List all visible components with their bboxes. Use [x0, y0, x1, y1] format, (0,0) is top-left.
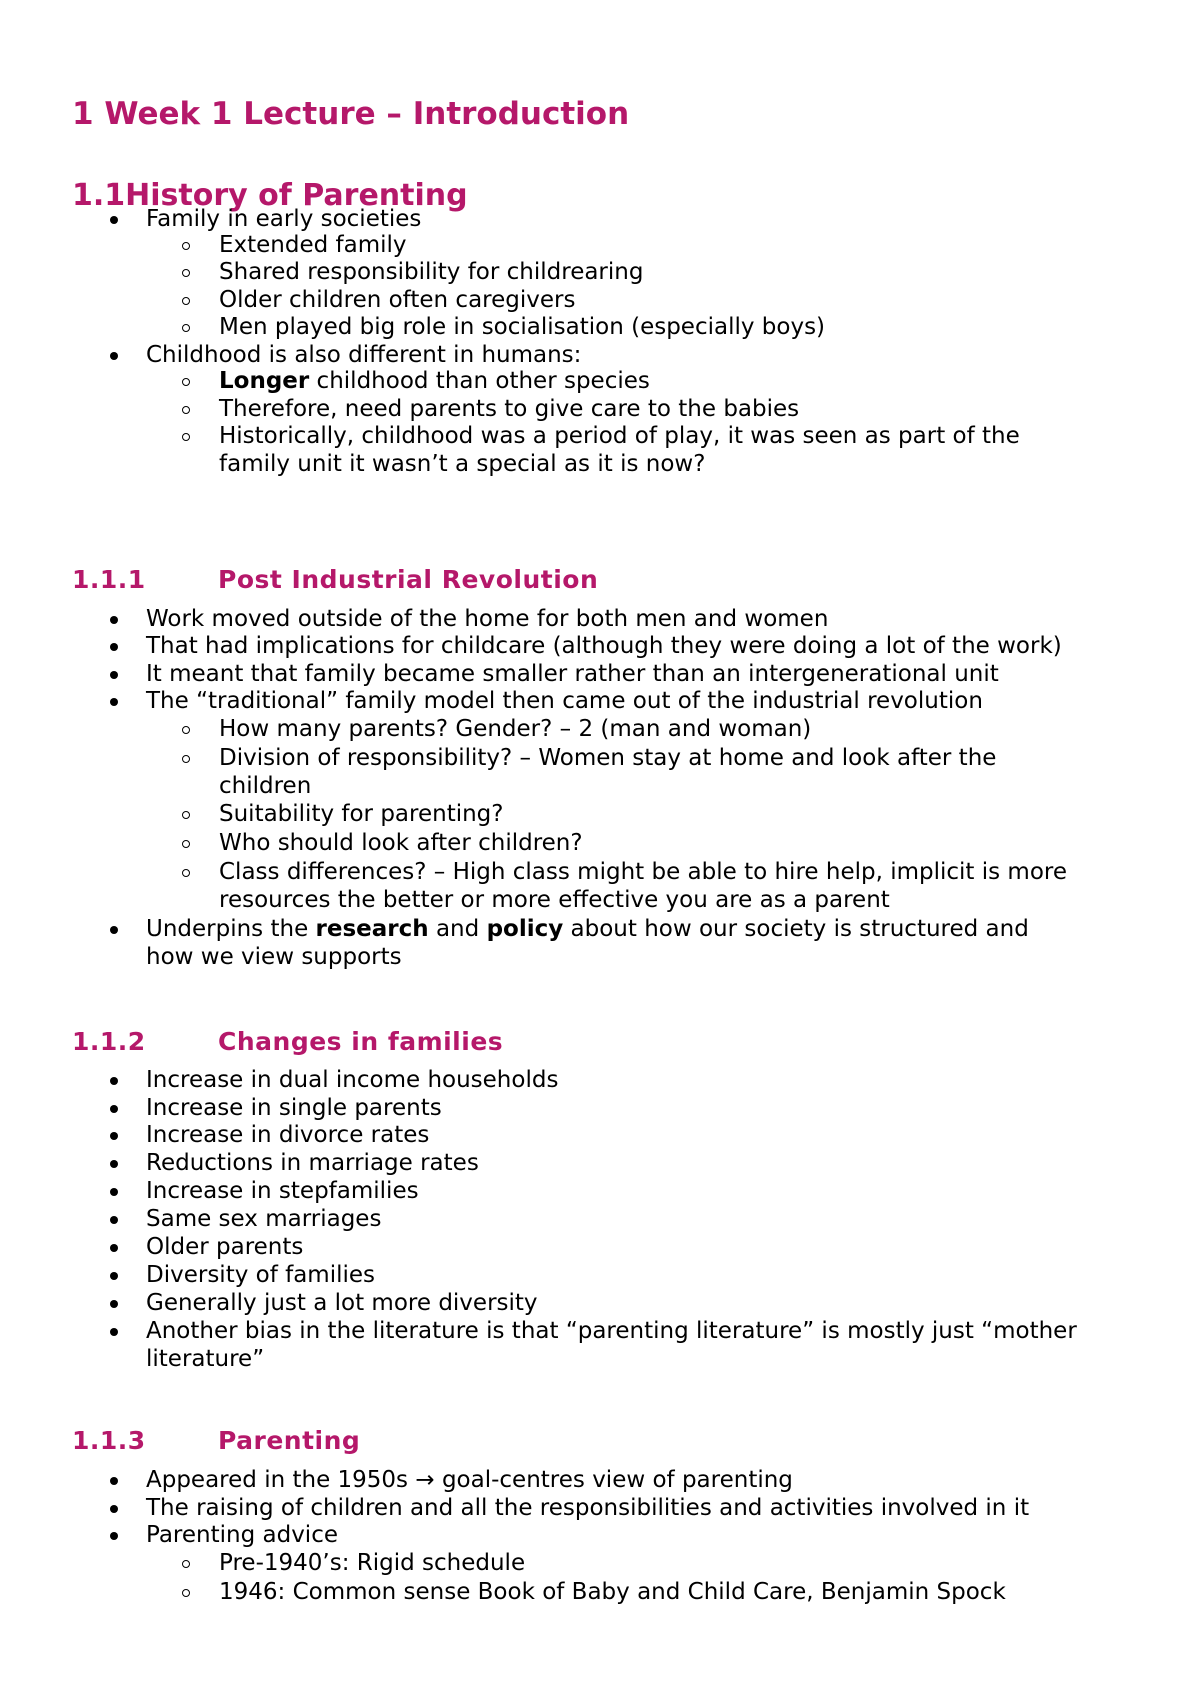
list-item: Increase in dual income households — [146, 1066, 558, 1095]
subsection-number: 1.1.2 — [72, 1027, 146, 1056]
list-item: 1946: Common sense Book of Baby and Child Care, Benjamin Spock — [219, 1578, 1006, 1607]
list-item-continuation: children — [219, 773, 312, 799]
hollow-bullet-icon — [182, 1589, 190, 1597]
hollow-bullet-icon — [182, 811, 190, 819]
bullet-icon — [110, 1132, 118, 1140]
subsection-number: 1.1.3 — [72, 1426, 146, 1455]
bullet-icon — [110, 1077, 118, 1085]
subsection-heading-changes — [72, 1025, 503, 1059]
list-item: Who should look after children? — [219, 829, 583, 858]
hollow-bullet-icon — [182, 755, 190, 763]
hollow-bullet-icon — [182, 324, 190, 332]
bullet-icon — [110, 671, 118, 679]
list-item: Increase in single parents — [146, 1094, 442, 1123]
bullet-icon — [110, 643, 118, 651]
list-item-continuation: literature” — [146, 1346, 265, 1372]
list-item: Another bias in the literature is that “parenting literature” is mostly just “mother — [146, 1317, 1077, 1346]
bullet-icon — [110, 926, 118, 934]
right-arrow-icon: → — [415, 1467, 435, 1493]
list-item: Reductions in marriage rates — [146, 1149, 479, 1178]
bullet-icon — [110, 616, 118, 624]
list-item: It meant that family became smaller rather than an intergenerational unit — [146, 660, 999, 689]
subsection-heading-parenting — [72, 1424, 360, 1458]
list-item: Division of responsibility? – Women stay at home and look after the — [219, 744, 996, 773]
subsection-title: Parenting — [218, 1426, 361, 1455]
list-item: Longer childhood than other species — [219, 367, 650, 396]
section-heading-history: 1.1History of Parenting — [72, 178, 468, 213]
bullet-icon — [110, 1328, 118, 1336]
hollow-bullet-icon — [182, 840, 190, 848]
subsection-heading-post-industrial — [72, 563, 598, 597]
page-title: 1 Week 1 Lecture – Introduction — [72, 96, 630, 132]
bullet-icon — [110, 352, 118, 360]
hollow-bullet-icon — [182, 378, 190, 386]
subsection-title: Post Industrial Revolution — [218, 565, 599, 594]
list-item: How many parents? Gender? – 2 (man and woman) — [219, 715, 811, 744]
list-item: Pre-1940’s: Rigid schedule — [219, 1549, 525, 1578]
list-item: Work moved outside of the home for both men and women — [146, 605, 828, 634]
hollow-bullet-icon — [182, 242, 190, 250]
hollow-bullet-icon — [182, 1560, 190, 1568]
list-item: Older parents — [146, 1233, 303, 1262]
hollow-bullet-icon — [182, 406, 190, 414]
bullet-icon — [110, 1532, 118, 1540]
list-item: Extended family — [219, 231, 407, 260]
list-item: Same sex marriages — [146, 1205, 381, 1234]
list-item: Appeared in the 1950s → goal-centres view of parenting — [146, 1466, 793, 1495]
bullet-icon — [110, 216, 118, 224]
list-item: The raising of children and all the responsibilities and activities involved in it — [146, 1494, 1029, 1523]
list-item: That had implications for childcare (although they were doing a lot of the work) — [146, 632, 1062, 661]
list-item: Men played big role in socialisation (especially boys) — [219, 313, 825, 342]
list-item: The “traditional” family model then came out of the industrial revolution — [146, 687, 983, 716]
list-item: Diversity of families — [146, 1261, 375, 1290]
bullet-icon — [110, 1216, 118, 1224]
list-item-continuation: how we view supports — [146, 944, 402, 970]
subsection-number: 1.1.1 — [72, 565, 146, 594]
hollow-bullet-icon — [182, 297, 190, 305]
list-item-continuation: family unit it wasn’t a special as it is now? — [219, 451, 706, 477]
list-item: Underpins the research and policy about how our society is structured and — [146, 915, 1029, 944]
list-item: Older children often caregivers — [219, 286, 575, 315]
hollow-bullet-icon — [182, 869, 190, 877]
list-item: Parenting advice — [146, 1521, 338, 1550]
list-item: Childhood is also different in humans: — [146, 341, 581, 370]
list-item: Therefore, need parents to give care to the babies — [219, 395, 799, 424]
list-item: Class differences? – High class might be able to hire help, implicit is more — [219, 858, 1067, 887]
list-item: Historically, childhood was a period of play, it was seen as part of the — [219, 422, 1020, 451]
subsection-title: Changes in families — [218, 1027, 504, 1056]
list-item: Shared responsibility for childrearing — [219, 258, 643, 287]
bullet-icon — [110, 1244, 118, 1252]
hollow-bullet-icon — [182, 726, 190, 734]
list-item: Generally just a lot more diversity — [146, 1289, 538, 1318]
bullet-icon — [110, 1300, 118, 1308]
bullet-icon — [110, 698, 118, 706]
bullet-icon — [110, 1505, 118, 1513]
list-item: Increase in divorce rates — [146, 1121, 429, 1150]
bullet-icon — [110, 1105, 118, 1113]
bullet-icon — [110, 1272, 118, 1280]
list-item: Suitability for parenting? — [219, 800, 504, 829]
hollow-bullet-icon — [182, 269, 190, 277]
list-item-continuation: resources the better or more effective you are as a parent — [219, 887, 890, 913]
bullet-icon — [110, 1188, 118, 1196]
bullet-icon — [110, 1160, 118, 1168]
bullet-icon — [110, 1477, 118, 1485]
list-item: Increase in stepfamilies — [146, 1177, 419, 1206]
hollow-bullet-icon — [182, 433, 190, 441]
list-item: Family in early societies — [146, 205, 421, 234]
